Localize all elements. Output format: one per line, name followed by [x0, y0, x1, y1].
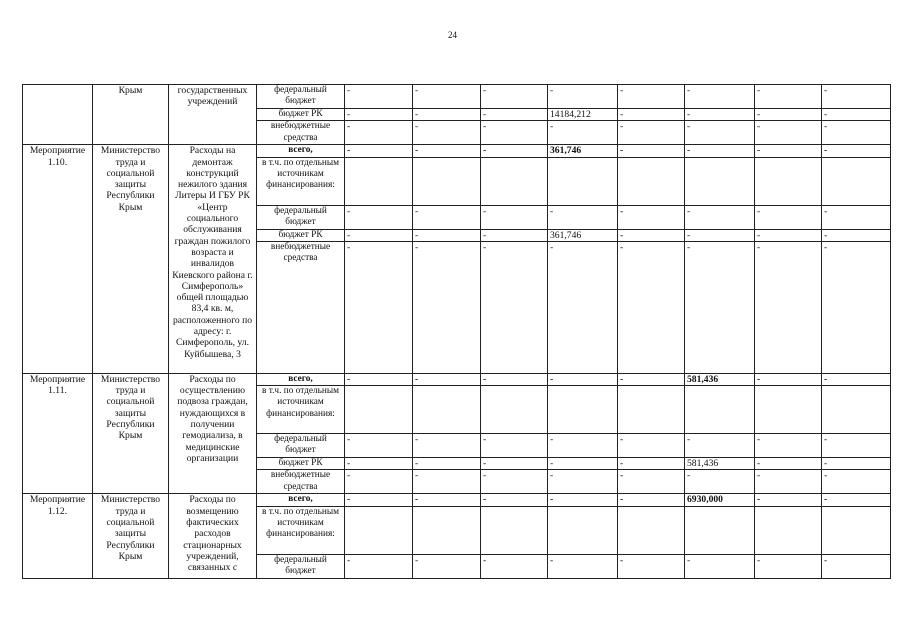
- amount-cell: -: [618, 494, 685, 506]
- amount-cell: -: [548, 241, 618, 373]
- amount-cell: -: [413, 205, 481, 229]
- amount-cell: -: [548, 121, 618, 145]
- amount-cell: -: [755, 434, 822, 458]
- amount-cell: -: [685, 205, 755, 229]
- amount-cell: -: [618, 229, 685, 241]
- amount-cell: -: [618, 241, 685, 373]
- amount-cell: -: [481, 229, 548, 241]
- amount-cell: -: [685, 554, 755, 578]
- amount-cell: [548, 386, 618, 434]
- amount-cell: -: [481, 434, 548, 458]
- amount-cell: -: [345, 145, 413, 157]
- amount-cell: -: [345, 494, 413, 506]
- amount-cell: -: [618, 373, 685, 385]
- amount-cell: -: [685, 434, 755, 458]
- amount-cell: -: [413, 145, 481, 157]
- amount-cell: [755, 386, 822, 434]
- amount-cell: -: [618, 85, 685, 109]
- amount-cell: [685, 386, 755, 434]
- amount-cell: -: [618, 434, 685, 458]
- funding-source-cell: всего,: [257, 494, 345, 506]
- amount-cell: -: [548, 458, 618, 470]
- amount-cell: -: [345, 458, 413, 470]
- amount-cell: -: [755, 241, 822, 373]
- amount-cell: -: [755, 470, 822, 494]
- amount-cell: -: [685, 241, 755, 373]
- amount-cell: -: [822, 229, 891, 241]
- amount-cell: -: [481, 85, 548, 109]
- executor-cell: Министерство труда и социальной защиты Республики Крым: [93, 145, 169, 374]
- amount-cell: -: [685, 85, 755, 109]
- amount-cell: -: [755, 109, 822, 121]
- executor-cell: Крым: [93, 85, 169, 145]
- table-row: [23, 145, 891, 157]
- amount-cell: -: [685, 109, 755, 121]
- amount-cell: -: [548, 470, 618, 494]
- amount-cell: -: [345, 470, 413, 494]
- amount-cell: -: [685, 145, 755, 157]
- amount-cell: [822, 386, 891, 434]
- amount-cell: 581,436: [685, 458, 755, 470]
- amount-cell: -: [755, 121, 822, 145]
- amount-cell: -: [618, 458, 685, 470]
- amount-cell: [618, 157, 685, 205]
- amount-cell: 581,436: [685, 373, 755, 385]
- amount-cell: -: [481, 554, 548, 578]
- measure-cell: Мероприятие 1.12.: [23, 494, 93, 578]
- amount-cell: [548, 506, 618, 554]
- amount-cell: -: [685, 470, 755, 494]
- amount-cell: -: [481, 109, 548, 121]
- amount-cell: -: [345, 229, 413, 241]
- amount-cell: -: [481, 458, 548, 470]
- amount-cell: [685, 157, 755, 205]
- amount-cell: -: [481, 470, 548, 494]
- amount-cell: -: [685, 229, 755, 241]
- description-cell: Расходы на демонтаж конструкций нежилого здания Литеры И ГБУ РК «Центр социального обслуживания граждан пожилого возраста и инвалидов Киевского района г. Симферополь» общей площадью 83,4 кв. м, расположенного по адресу: г. Симферополь, ул. Куйбышева, 3: [169, 145, 257, 374]
- amount-cell: -: [755, 458, 822, 470]
- page-number: 24: [448, 30, 457, 40]
- amount-cell: -: [413, 458, 481, 470]
- amount-cell: -: [618, 205, 685, 229]
- amount-cell: -: [481, 241, 548, 373]
- amount-cell: [481, 157, 548, 205]
- amount-cell: -: [481, 145, 548, 157]
- amount-cell: 6930,000: [685, 494, 755, 506]
- amount-cell: -: [345, 109, 413, 121]
- amount-cell: -: [413, 241, 481, 373]
- funding-source-cell: бюджет РК: [257, 458, 345, 470]
- amount-cell: -: [822, 109, 891, 121]
- amount-cell: -: [481, 373, 548, 385]
- amount-cell: -: [618, 145, 685, 157]
- amount-cell: -: [755, 205, 822, 229]
- amount-cell: -: [413, 494, 481, 506]
- amount-cell: [413, 157, 481, 205]
- amount-cell: [481, 386, 548, 434]
- funding-source-cell: внебюджетные средства: [257, 241, 345, 373]
- amount-cell: -: [822, 434, 891, 458]
- funding-source-cell: всего,: [257, 145, 345, 157]
- amount-cell: -: [755, 494, 822, 506]
- amount-cell: -: [755, 373, 822, 385]
- funding-source-cell: бюджет РК: [257, 109, 345, 121]
- amount-cell: 361,746: [548, 145, 618, 157]
- amount-cell: -: [548, 494, 618, 506]
- amount-cell: -: [618, 470, 685, 494]
- amount-cell: -: [822, 554, 891, 578]
- amount-cell: -: [481, 205, 548, 229]
- measure-cell: Мероприятие 1.11.: [23, 373, 93, 494]
- amount-cell: -: [413, 554, 481, 578]
- amount-cell: -: [822, 458, 891, 470]
- amount-cell: -: [345, 241, 413, 373]
- funding-source-cell: внебюджетные средства: [257, 470, 345, 494]
- amount-cell: -: [685, 121, 755, 145]
- amount-cell: -: [413, 109, 481, 121]
- amount-cell: -: [345, 85, 413, 109]
- executor-cell: Министерство труда и социальной защиты Республики Крым: [93, 373, 169, 494]
- table-row: [23, 85, 891, 109]
- measure-cell: Мероприятие 1.10.: [23, 145, 93, 374]
- description-cell: Расходы по возмещению фактических расходов стационарных учреждений, связанных с: [169, 494, 257, 578]
- amount-cell: [618, 506, 685, 554]
- amount-cell: 361,746: [548, 229, 618, 241]
- amount-cell: -: [481, 121, 548, 145]
- amount-cell: -: [345, 121, 413, 145]
- amount-cell: [822, 506, 891, 554]
- amount-cell: -: [755, 554, 822, 578]
- amount-cell: -: [413, 470, 481, 494]
- amount-cell: [413, 386, 481, 434]
- amount-cell: -: [548, 554, 618, 578]
- amount-cell: -: [413, 434, 481, 458]
- amount-cell: [345, 506, 413, 554]
- amount-cell: -: [822, 85, 891, 109]
- funding-source-cell: в т.ч. по отдельным источникам финансирования:: [257, 506, 345, 554]
- amount-cell: -: [822, 145, 891, 157]
- amount-cell: 14184,212: [548, 109, 618, 121]
- amount-cell: [413, 506, 481, 554]
- funding-source-cell: федеральный бюджет: [257, 205, 345, 229]
- funding-source-cell: в т.ч. по отдельным источникам финансирования:: [257, 157, 345, 205]
- amount-cell: -: [618, 121, 685, 145]
- amount-cell: [685, 506, 755, 554]
- funding-source-cell: внебюджетные средства: [257, 121, 345, 145]
- amount-cell: -: [413, 229, 481, 241]
- amount-cell: -: [413, 85, 481, 109]
- executor-cell: Министерство труда и социальной защиты Республики Крым: [93, 494, 169, 578]
- amount-cell: -: [413, 121, 481, 145]
- amount-cell: [618, 386, 685, 434]
- amount-cell: -: [822, 205, 891, 229]
- amount-cell: -: [548, 373, 618, 385]
- funding-source-cell: бюджет РК: [257, 229, 345, 241]
- amount-cell: -: [755, 85, 822, 109]
- amount-cell: -: [822, 494, 891, 506]
- budget-table: [22, 84, 891, 579]
- amount-cell: [755, 506, 822, 554]
- amount-cell: [548, 157, 618, 205]
- amount-cell: -: [481, 494, 548, 506]
- amount-cell: -: [822, 121, 891, 145]
- amount-cell: -: [345, 554, 413, 578]
- amount-cell: [481, 506, 548, 554]
- amount-cell: -: [548, 434, 618, 458]
- amount-cell: [822, 157, 891, 205]
- funding-source-cell: в т.ч. по отдельным источникам финансирования:: [257, 386, 345, 434]
- description-cell: Расходы по осуществлению подвоза граждан, нуждающихся в получении гемодиализа, в медицинские организации: [169, 373, 257, 494]
- amount-cell: [345, 157, 413, 205]
- funding-source-cell: федеральный бюджет: [257, 85, 345, 109]
- amount-cell: [755, 157, 822, 205]
- amount-cell: -: [618, 109, 685, 121]
- amount-cell: [345, 386, 413, 434]
- funding-source-cell: федеральный бюджет: [257, 434, 345, 458]
- amount-cell: -: [345, 205, 413, 229]
- funding-source-cell: всего,: [257, 373, 345, 385]
- amount-cell: -: [618, 554, 685, 578]
- amount-cell: -: [755, 145, 822, 157]
- amount-cell: -: [822, 470, 891, 494]
- description-cell: государственных учреждений: [169, 85, 257, 145]
- amount-cell: -: [345, 373, 413, 385]
- amount-cell: -: [413, 373, 481, 385]
- amount-cell: -: [548, 205, 618, 229]
- measure-cell: [23, 85, 93, 145]
- funding-source-cell: федеральный бюджет: [257, 554, 345, 578]
- amount-cell: -: [755, 229, 822, 241]
- amount-cell: -: [822, 241, 891, 373]
- table-row: [23, 373, 891, 385]
- amount-cell: -: [822, 373, 891, 385]
- table-row: [23, 494, 891, 506]
- amount-cell: -: [548, 85, 618, 109]
- amount-cell: -: [345, 434, 413, 458]
